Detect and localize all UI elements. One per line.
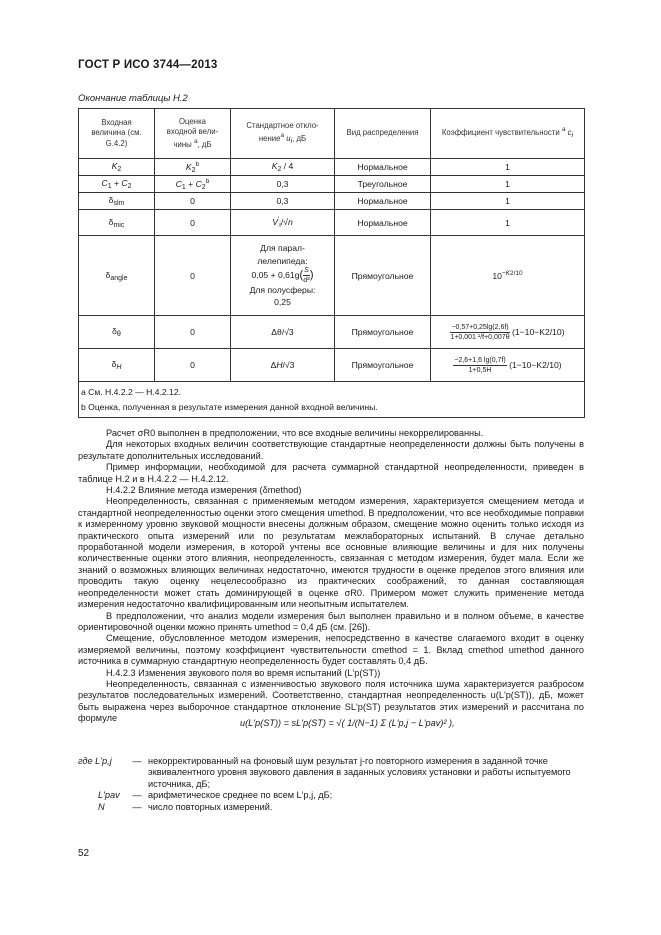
section-heading: Н.4.2.2 Влияние метода измерения (δmethod) [106, 485, 302, 496]
paragraph: В предположении, что анализ модели измерения был выполнен правильно и в полном объеме, в качестве ориентировочной оценки можно принять umethod = 0,4 дБ (см. [26]). [78, 610, 584, 632]
paragraph: Неопределенность, связанная с применяемым методом измерения, характеризуется смещением метода и стандартной неопределенностью оценки этого смещения umethod. В предположении, что все необходимые поправки к измеренному уровню звуковой мощности внесены должным образом, смещение можно оценить только исходя из практического опыта измерений или по результатам межлабораторных испытаний. В случае детально проработанной модели измерения, в которой учтены все основные влияющие величины и для них получены количественные оценки этого влияния, неопределенность, связанная с методом измерения, будет мала. Если же знаний о возможных влияющих величинах недостаточно, имеются трудности в оценке пределов этого влияния или проводить такую оценку нецелесообразно из практических соображений, то данная составляющая неопределенности может стать доминирующей в оценке σR0. Примером может служить применение метода измерения недостаточно квалифицированным или неопытным испытателем. [78, 496, 584, 610]
uncertainty-table [78, 108, 585, 418]
col-header-sd: Стандартное откло- нение$^а$ ui, дБ [231, 109, 335, 159]
table-row: $C_1 + C_2$ $C_1 + C_2^b$ 0,3 Треугольное 1 [79, 176, 585, 193]
table-row: $\delta_H$ 0 ΔH/√3 Прямоугольное $\frac{-2,6+1,6 \lg(0,7f)}{1+0,5H}$ (1−10−K2/10) [79, 349, 585, 382]
paragraph: Расчет σR0 выполнен в предположении, что все входные величины некоррелированны. [106, 428, 484, 438]
table-row: $\delta_\theta$ 0 Δθ/√3 Прямоугольное $\frac{-0,57+0,25\lg(2,6f)}{\text{1+0,001 ¹/f+0,007θ}}$ (1−10−K2/10) [79, 316, 585, 349]
paragraph: Для некоторых входных величин соответствующие стандартные неопределенности должны быть получены в результате дополнительных исследований. [78, 439, 584, 461]
definitions-list [78, 756, 588, 813]
col-header-coefficient: Коэффициент чувствительности $^а$ ci [431, 109, 585, 159]
table-row: $\delta_{angle}$ 0 Для парал- лелепипеда: 0,05 + 0,61g( $\frac{S}{\text{d²}}$ ) Для полусферы: 0,25 Прямоугольное $10^{-K2/10}$ [79, 236, 585, 316]
paragraph: Пример информации, необходимой для расчета суммарной стандартной неопределенности, приведен в таблице Н.2 и в Н.4.2.2 — Н.4.2.12. [78, 462, 584, 484]
table-caption: Окончание таблицы Н.2 [78, 93, 188, 104]
table-row: $\delta_{mic}$ 0 $V'_i/√n$ Нормальное 1 [79, 210, 585, 236]
definition-item: N — число повторных измерений. [98, 801, 273, 812]
definition-item: где L'p,j — некорректированный на фоновый шум результат j-го повторного измерения в заданной точке эквивалентного уровня звукового давления в заданных условиях установки и работы испытуемого источника, дБ; [78, 756, 571, 789]
section-heading: Н.4.2.3 Изменения звукового поля во время испытаний (L'p(ST)) [106, 667, 381, 678]
paragraph: Неопределенность, связанная с изменчивостью звукового поля источника шума характеризуется разбросом результатов последовательных измерений. Соответственно, стандартная неопределенность u(L'p(ST)), дБ, может быть выражена через выборочное стандартное отклонение SL'p(ST) результатов этих измерений и рассчитана по формуле [78, 678, 584, 724]
body-text [78, 428, 584, 725]
table-row: $K_2$ $K_2^b$ $K_2 / 4$ Нормальное 1 [79, 159, 585, 176]
col-header-distribution: Вид распределения [335, 109, 431, 159]
page-number: 52 [78, 848, 90, 859]
formula: u(L'p(ST)) = sL'p(ST) = √( 1/(N−1) Σ (L'p,j − L'pav)² ), [240, 718, 455, 728]
col-header-input: Входная величина (см. G.4.2) [79, 109, 155, 159]
table-row: $\delta_{slm}$ 0 0,3 Нормальное 1 [79, 193, 585, 210]
document-header: ГОСТ Р ИСО 3744—2013 [78, 59, 218, 71]
paragraph: Смещение, обусловленное методом измерения, непосредственно в качестве слагаемого входит в оценку измеряемой величины, поэтому коэффициент чувствительности cmethod = 1. Вклад cmethod umethod данного источника в суммарную стандартную неопределенность будет составлять 0,4 дБ. [78, 633, 584, 667]
table-notes: а См. Н.4.2.2 — Н.4.2.12. b Оценка, полученная в результате измерения данной входной величины. [79, 382, 585, 418]
col-header-estimate: Оценка входной вели- чины $^а$, дБ [155, 109, 231, 159]
definition-item: L'pav — арифметическое среднее по всем L'p,j, дБ; [98, 790, 333, 801]
